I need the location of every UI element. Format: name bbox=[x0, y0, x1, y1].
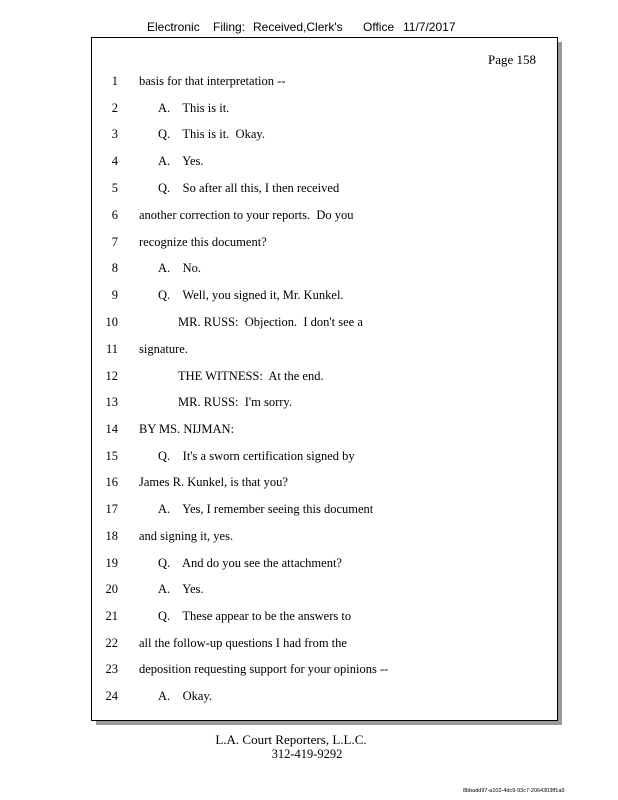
line-text: A. Yes. bbox=[158, 154, 204, 168]
line-number: 13 bbox=[105, 395, 118, 409]
transcript-line bbox=[0, 261, 618, 279]
line-number: 15 bbox=[105, 449, 118, 463]
line-number: 6 bbox=[111, 208, 118, 222]
transcript-line bbox=[0, 101, 618, 119]
line-text: Q. So after all this, I then received bbox=[158, 181, 340, 195]
reporter-footer bbox=[0, 733, 618, 761]
transcript-line bbox=[0, 636, 618, 654]
line-number: 16 bbox=[105, 475, 118, 489]
line-text: THE WITNESS: At the end. bbox=[178, 369, 324, 383]
line-text: MR. RUSS: I'm sorry. bbox=[178, 395, 292, 409]
line-number: 21 bbox=[105, 609, 118, 623]
line-text: A. This is it. bbox=[158, 101, 230, 115]
transcript-line bbox=[0, 369, 618, 387]
transcript-line bbox=[0, 288, 618, 306]
line-text: all the follow-up questions I had from the bbox=[139, 636, 347, 650]
line-number: 12 bbox=[105, 369, 118, 383]
line-number: 2 bbox=[111, 101, 118, 115]
line-text: signature. bbox=[139, 342, 188, 356]
transcript-line bbox=[0, 582, 618, 600]
transcript-line bbox=[0, 529, 618, 547]
line-number: 1 bbox=[111, 74, 118, 88]
transcript-line bbox=[0, 342, 618, 360]
line-text: recognize this document? bbox=[139, 235, 267, 249]
line-text: James R. Kunkel, is that you? bbox=[139, 475, 288, 489]
transcript-line bbox=[0, 74, 618, 92]
line-text: A. Yes, I remember seeing this document bbox=[158, 502, 374, 516]
filing-stamp-header bbox=[0, 20, 618, 36]
line-number: 14 bbox=[105, 422, 118, 436]
transcript-line bbox=[0, 689, 618, 707]
line-text: deposition requesting support for your opinions -- bbox=[139, 662, 389, 676]
transcript-line bbox=[0, 449, 618, 467]
transcript-line bbox=[0, 609, 618, 627]
line-number: 24 bbox=[105, 689, 118, 703]
line-text: Q. This is it. Okay. bbox=[158, 127, 265, 141]
reporter-phone: 312-419-9292 bbox=[271, 747, 343, 761]
line-number: 3 bbox=[111, 127, 118, 141]
line-text: Q. Well, you signed it, Mr. Kunkel. bbox=[158, 288, 344, 302]
line-text: Q. It's a sworn certification signed by bbox=[158, 449, 355, 463]
document-id: 8bbadd97-a102-4dc9-93c7-2064303ff1a9 bbox=[463, 788, 565, 794]
line-number: 11 bbox=[105, 342, 118, 356]
transcript-line bbox=[0, 235, 618, 253]
transcript-line bbox=[0, 181, 618, 199]
line-number: 5 bbox=[111, 181, 118, 195]
transcript-line bbox=[0, 208, 618, 226]
line-number: 17 bbox=[105, 502, 118, 516]
line-text: BY MS. NIJMAN: bbox=[139, 422, 235, 436]
line-number: 10 bbox=[105, 315, 118, 329]
line-number: 19 bbox=[105, 556, 118, 570]
filing-stamp-date: 11/7/2017 bbox=[403, 20, 456, 34]
line-text: Q. And do you see the attachment? bbox=[158, 556, 342, 570]
transcript-line bbox=[0, 315, 618, 333]
filing-stamp-word: Received,Clerk's bbox=[253, 20, 343, 34]
filing-stamp-word: Filing: bbox=[213, 20, 246, 34]
line-number: 23 bbox=[105, 662, 118, 676]
transcript-line bbox=[0, 395, 618, 413]
line-text: A. Okay. bbox=[158, 689, 213, 703]
line-text: MR. RUSS: Objection. I don't see a bbox=[178, 315, 363, 329]
line-text: A. Yes. bbox=[158, 582, 204, 596]
line-number: 18 bbox=[105, 529, 118, 543]
transcript-line bbox=[0, 662, 618, 680]
reporter-name: L.A. Court Reporters, L.L.C. bbox=[215, 732, 367, 747]
transcript-line bbox=[0, 127, 618, 145]
line-number: 8 bbox=[111, 261, 118, 275]
transcript-line bbox=[0, 154, 618, 172]
transcript-line bbox=[0, 502, 618, 520]
transcript-line bbox=[0, 475, 618, 493]
line-text: basis for that interpretation -- bbox=[139, 74, 286, 88]
line-number: 9 bbox=[111, 288, 118, 302]
line-text: and signing it, yes. bbox=[139, 529, 234, 543]
line-number: 22 bbox=[105, 636, 118, 650]
line-text: another correction to your reports. Do you bbox=[139, 208, 354, 222]
transcript-line bbox=[0, 556, 618, 574]
filing-stamp-word: Office bbox=[363, 20, 395, 34]
page-number: Page 158 bbox=[488, 52, 537, 67]
filing-stamp-word: Electronic bbox=[147, 20, 200, 34]
line-number: 7 bbox=[111, 235, 118, 249]
line-text: Q. These appear to be the answers to bbox=[158, 609, 352, 623]
line-number: 4 bbox=[111, 154, 118, 168]
transcript-line bbox=[0, 422, 618, 440]
line-number: 20 bbox=[105, 582, 118, 596]
line-text: A. No. bbox=[158, 261, 202, 275]
